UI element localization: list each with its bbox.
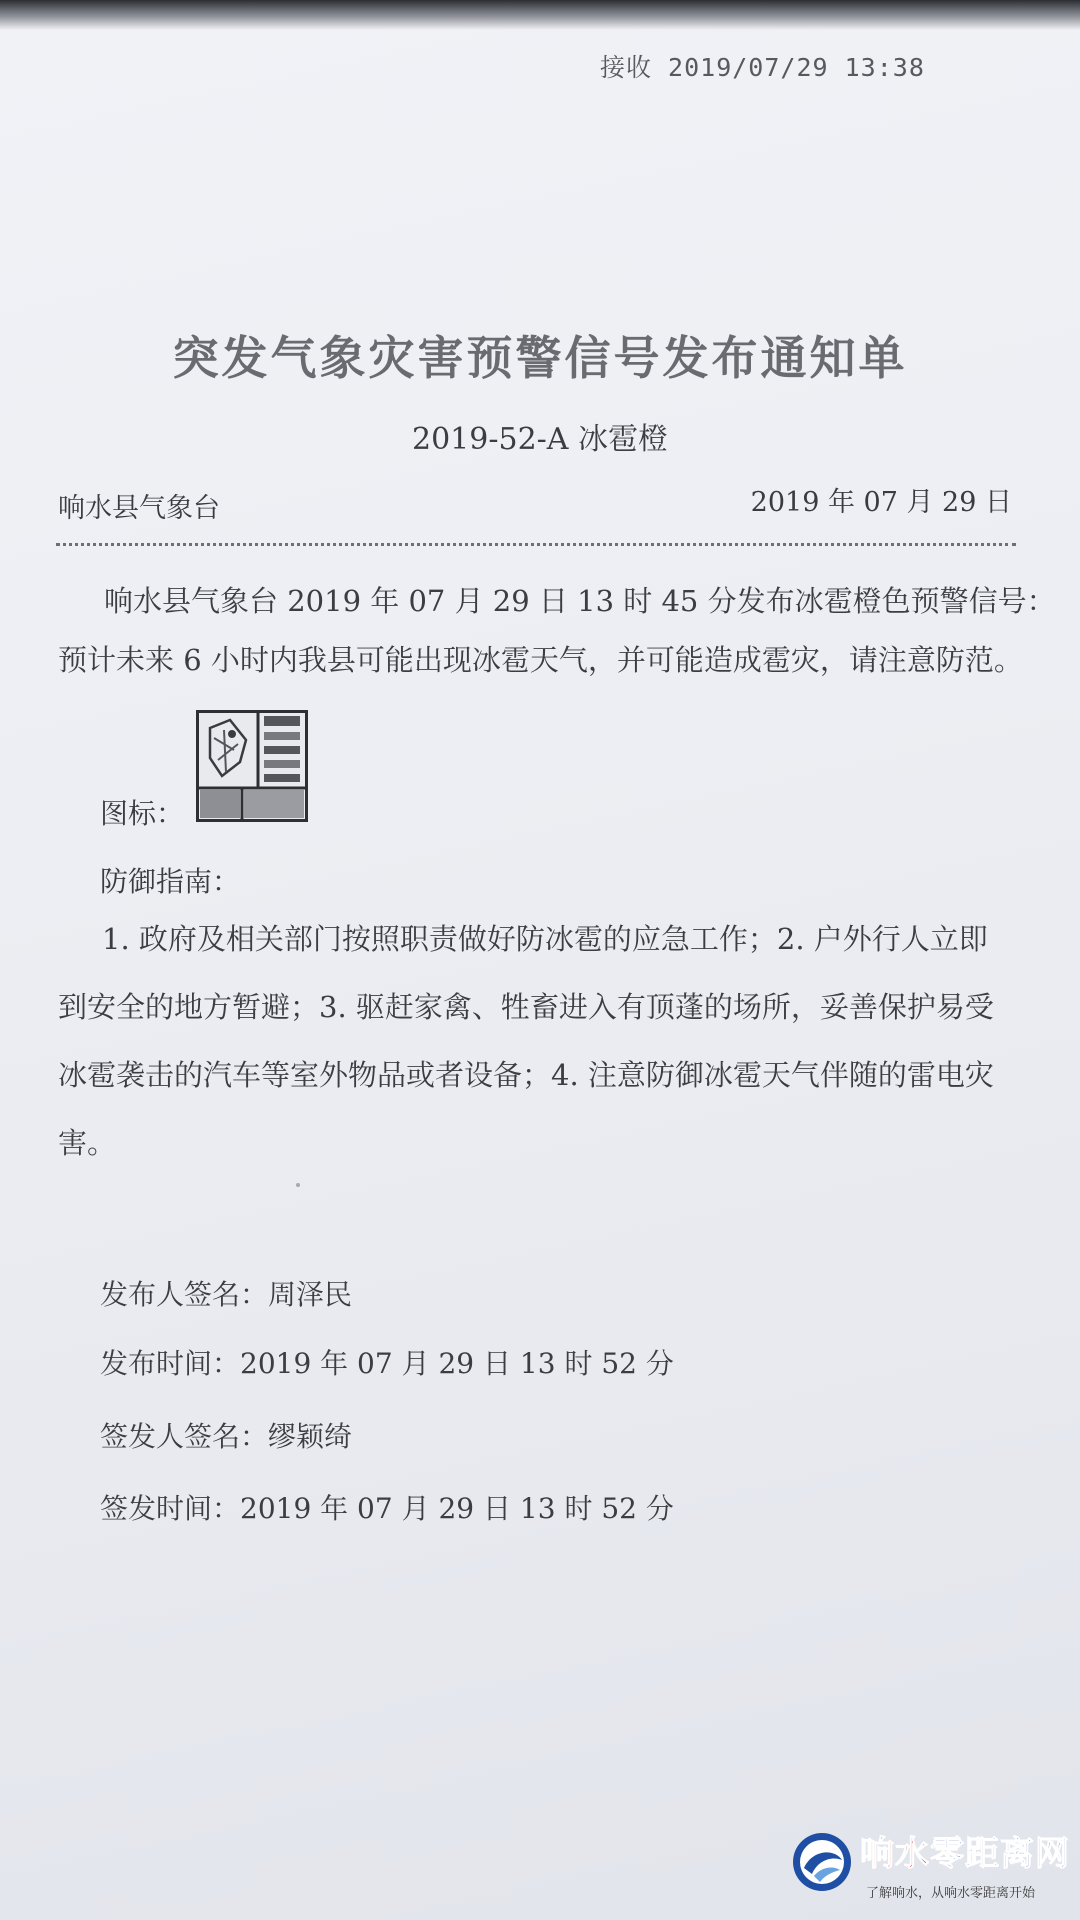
notice-line-1: 响水县气象台 2019 年 07 月 29 日 13 时 45 分发布冰雹橙色预警信号： — [104, 584, 1056, 618]
document-number: 2019-52-A 冰雹橙 — [412, 422, 668, 457]
dotted-divider — [56, 543, 1016, 546]
icon-label: 图标： — [100, 797, 185, 830]
received-stamp: 接收 2019/07/29 13:38 — [600, 53, 925, 82]
watermark-title-red: 响水 — [860, 1834, 930, 1874]
paper-speck — [296, 1183, 300, 1187]
hail-warning-icon — [196, 710, 308, 822]
guide-heading: 防御指南： — [100, 865, 241, 898]
site-logo-icon — [790, 1830, 854, 1894]
signer-signature: 签发人签名：缪颖绮 — [100, 1420, 353, 1453]
notice-paragraph — [58, 572, 1056, 690]
site-watermark — [790, 1822, 1075, 1914]
notice-line-2: 预计未来 6 小时内我县可能出现冰雹天气，并可能造成雹灾，请注意防范。 — [58, 643, 1023, 677]
document-title: 突发气象灾害预警信号发布通知单 — [172, 331, 908, 385]
issue-date: 2019 年 07 月 29 日 — [750, 487, 1012, 518]
issuer-name: 响水县气象台 — [58, 493, 220, 524]
publish-time: 发布时间：2019 年 07 月 29 日 13 时 52 分 — [100, 1347, 674, 1380]
watermark-title — [860, 1826, 1070, 1875]
guide-line: 冰雹袭击的汽车等室外物品或者设备；4. 注意防御冰雹天气伴随的雷电灾 — [58, 1058, 994, 1092]
guide-line: 到安全的地方暂避；3. 驱赶家禽、牲畜进入有顶蓬的场所，妥善保护易受 — [58, 990, 994, 1024]
guide-line: 害。 — [58, 1126, 117, 1160]
defense-guide — [58, 905, 1048, 1177]
page-edge-shadow — [0, 0, 1080, 30]
sign-time: 签发时间：2019 年 07 月 29 日 13 时 52 分 — [100, 1492, 674, 1525]
watermark-title-blue: 零距离网 — [930, 1834, 1070, 1874]
guide-line: 1. 政府及相关部门按照职责做好防冰雹的应急工作；2. 户外行人立即 — [102, 922, 988, 956]
watermark-slogan: 了解响水，从响水零距离开始 — [866, 1886, 1036, 1901]
publisher-signature: 发布人签名：周泽民 — [100, 1278, 353, 1311]
